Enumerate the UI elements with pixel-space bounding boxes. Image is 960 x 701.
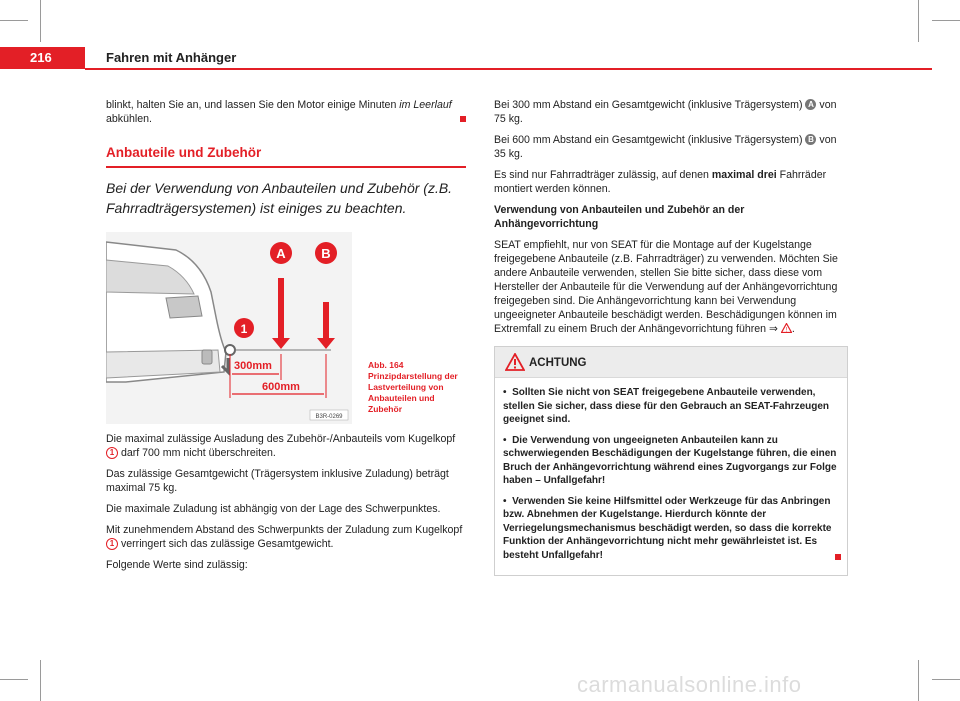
crop-mark [0, 20, 28, 21]
crop-mark [40, 0, 41, 42]
crop-mark [932, 20, 960, 21]
marker-b-label: B [321, 246, 331, 261]
page-number: 216 [30, 50, 52, 65]
figure-block [106, 232, 466, 432]
paragraph: Folgende Werte sind zulässig: [106, 559, 248, 571]
left-column [106, 98, 466, 579]
warning-box [494, 346, 848, 576]
dimension-600-label: 600mm [262, 381, 300, 393]
warning-header [495, 347, 847, 378]
crop-mark [918, 660, 919, 701]
crop-mark [918, 0, 919, 42]
continuation-paragraph: blinkt, halten Sie an, und lassen Sie den Motor einige Minuten im Leerlauf abkühlen. [106, 98, 466, 126]
paragraph: Die maximale Zuladung ist abhängig von der Lage des Schwerpunktes. [106, 503, 441, 515]
warning-body [495, 378, 847, 575]
paragraph: SEAT empfiehlt, nur von SEAT für die Montage auf der Kugelstange freigegebene Anbauteile (z.B. Fahrradträger) zu verwenden. Möchten Sie andere Anbauteile verwenden, stellen Sie bitte sicher, dass diese vom Hersteller der Anbauteile für die Verwendung auf der Anhängevorrichtung freigegeben sind. Die Anhängevorrichtung kann bei Verwendung ungeeigneter Anbauteile beschädigt werden. Beschädigungen können im Extremfall zu einem Bruch der Anhängevorrichtung führen ⇒ ! . [494, 239, 838, 335]
crop-mark [0, 679, 28, 680]
svg-text:!: ! [785, 327, 788, 333]
ball-head-marker-label: 1 [240, 322, 248, 336]
subheading: Verwendung von Anbauteilen und Zubehör an der Anhängevorrichtung [494, 204, 745, 230]
section-title: Anbauteile und Zubehör [106, 145, 262, 160]
watermark: carmanualsonline.info [577, 672, 802, 697]
crop-mark [40, 660, 41, 701]
chapter-title: Fahren mit Anhänger [106, 50, 237, 65]
paragraph: Bei 300 mm Abstand ein Gesamtgewicht (inklusive Trägersystem) A von 75 kg. [494, 99, 837, 125]
warning-item: • Die Verwendung von ungeeigneten Anbauteilen kann zu schwerwiegenden Beschädigungen der Kugelstange führen, die einen Bruch der Anhängevorrichtung während eines Zugvorgangs zur Folge haben – Unfallgefahr! [503, 434, 837, 486]
load-distribution-figure [106, 232, 352, 424]
crop-mark [932, 679, 960, 680]
right-column [494, 98, 846, 576]
header-rule [85, 68, 932, 70]
callout-badge: 1 [106, 538, 118, 550]
warning-item: • Verwenden Sie keine Hilfsmittel oder Werkzeuge für das Anbringen bzw. Abnehmen der Kugelstange. Hierdurch könnte der Verriegelungsmechanismus beschädigt werden, so dass die korrekte Funktion der Anhängevorrichtung nicht mehr gewährleistet ist. Es besteht Unfallgefahr! [503, 495, 839, 563]
paragraph: Es sind nur Fahrradträger zulässig, auf denen maximal drei Fahrräder montiert werden können. [494, 169, 827, 195]
paragraph: Das zulässige Gesamtgewicht (Trägersystem inklusive Zuladung) beträgt maximal 75 kg. [106, 468, 449, 494]
warning-icon [781, 323, 792, 333]
end-marker-icon [835, 554, 841, 560]
figure-caption: Abb. 164 Prinzipdarstellung der Lastverteilung von Anbauteilen und Zubehör [368, 360, 458, 414]
dimension-300-label: 300mm [234, 360, 272, 372]
section-intro: Bei der Verwendung von Anbauteilen und Zubehör (z.B. Fahrradträgersystemen) ist einiges zu beachten. [106, 180, 453, 216]
callout-badge: 1 [106, 447, 118, 459]
paragraph: Die maximal zulässige Ausladung des Zubehör-/Anbauteils vom Kugelkopf 1 darf 700 mm nicht überschreiten. [106, 433, 456, 459]
callout-badge: A [805, 99, 816, 110]
warning-title: ACHTUNG [529, 357, 587, 369]
callout-badge: B [805, 134, 816, 145]
end-marker-icon [460, 116, 466, 122]
warning-item: • Sollten Sie nicht von SEAT freigegebene Anbauteile verwenden, stellen Sie sicher, dass diese für den Gebrauch an SEAT-Fahrzeugen geeignet sind. [503, 387, 830, 425]
warning-triangle-icon [505, 353, 525, 371]
paragraph: Bei 600 mm Abstand ein Gesamtgewicht (inklusive Trägersystem) B von 35 kg. [494, 134, 837, 160]
paragraph: Mit zunehmendem Abstand des Schwerpunkts der Zuladung zum Kugelkopf 1 verringert sich das zulässige Gesamtgewicht. [106, 524, 463, 550]
section-rule [106, 166, 466, 168]
marker-a-label: A [276, 246, 286, 261]
figure-code: B3R-0269 [315, 414, 343, 420]
car-rear-illustration [106, 232, 352, 424]
